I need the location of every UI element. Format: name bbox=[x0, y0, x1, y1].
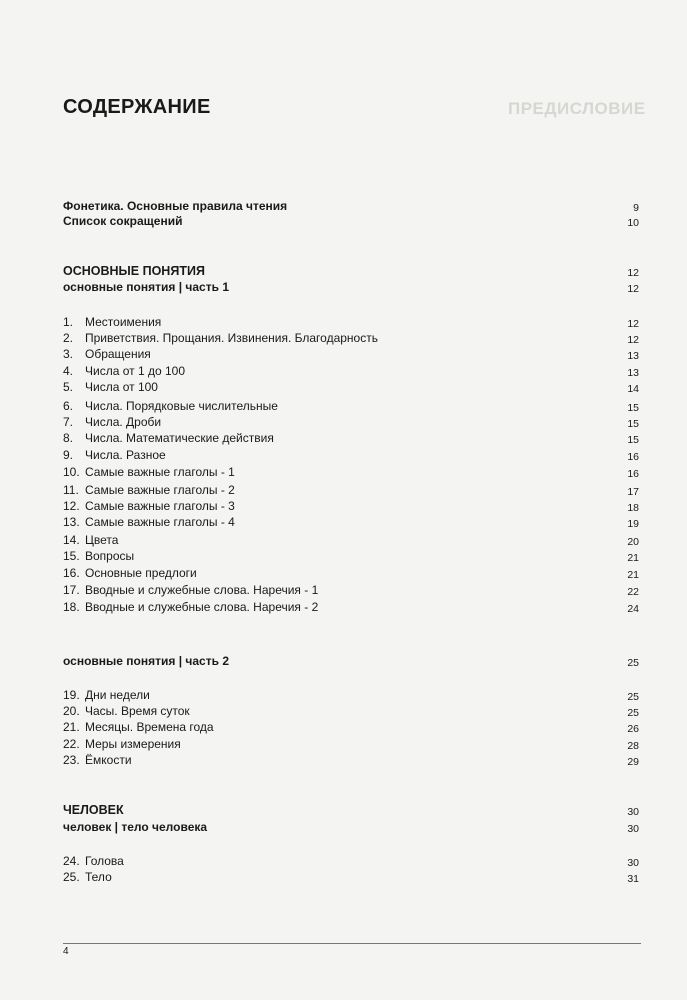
page-number: 4 bbox=[63, 946, 69, 957]
page-title: СОДЕРЖАНИЕ bbox=[63, 96, 211, 118]
book-page: ПРЕДИСЛОВИЕ СОДЕРЖАНИЕ Фонетика. Основные правила чтения 9 Список сокращений 10 ОСНОВНЫЕ ПОНЯТИЯ 12 основные понятия | часть 1 12 1. Местоимения 12 2. Приветствия. Прощания. Извинения. Благодарность 12 3. Обращения 13 4. Числа от 1 до 100 13 5. Числа от 100 14 6. Числа. Порядковые числительные 15 7. Числа. Дроби 15 8. Числа. Математические действия 15 9. Числа. Разное 16 10. Самые важные глаголы - 1 16 11. Самые важные глаголы - 2 17 12. Самые важные глаголы - 3 18 13. Самые важные глаголы - 4 19 14. Цвета 20 15. Вопросы 21 16. Основные предлоги 21 17. Вводные и служебные слова. Наречия - 1 22 18. Вводные и служебные слова. Наречия - 2 24 основные понятия | часть 2 25 19. Дни недели 25 20. Часы. Время суток 25 21. Месяцы. Времена года 26 22. Меры измерения 28 23. Ёмкости 29 ЧЕЛОВЕК 30 человек | тело человека 30 24. Голова 30 25. Тело 31 4 bbox=[63, 96, 646, 957]
footer-divider bbox=[63, 943, 641, 944]
bleed-through-heading: ПРЕДИСЛОВИЕ bbox=[508, 99, 646, 118]
